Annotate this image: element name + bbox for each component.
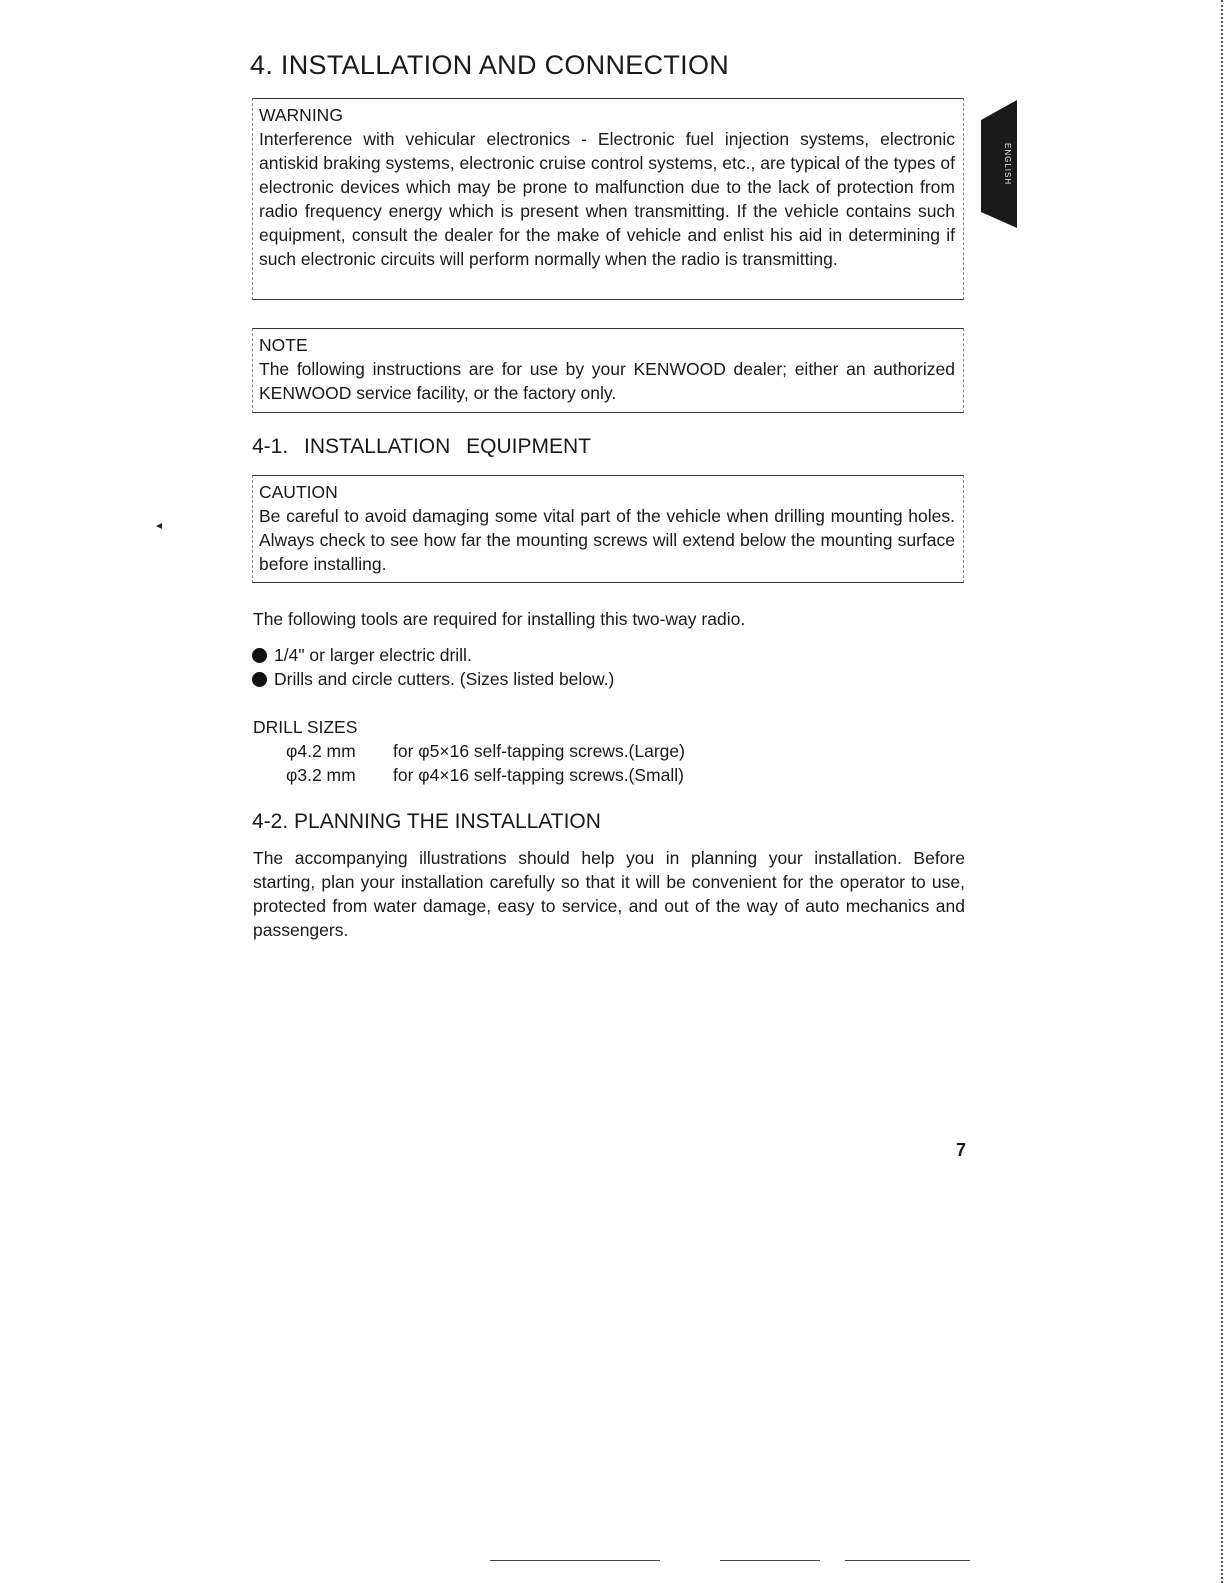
section-heading-installation-equipment: 4-1. INSTALLATION EQUIPMENT (252, 435, 591, 458)
warning-label: WARNING (259, 105, 343, 125)
note-text: The following instructions are for use by your KENWOOD dealer; either an authorized KENWOOD service facility, or the factory only. (259, 359, 955, 403)
caution-box (252, 475, 964, 583)
drill-size: φ3.2 mm (286, 765, 356, 785)
bullet-icon (252, 672, 267, 687)
drill-sizes-heading: DRILL SIZES (253, 717, 358, 737)
page-title: 4. INSTALLATION AND CONNECTION (250, 50, 730, 80)
note-label: NOTE (259, 335, 308, 355)
warning-text: Interference with vehicular electronics - Electronic fuel injection systems, electronic antiskid braking systems, electronic cruise control systems, etc., are typical of the types of electronic devices which may be prone to malfunction due to the lack of protection from radio frequency energy which is present when transmitting. If the vehicle contains such equipment, consult the dealer for the make of vehicle and enlist his aid in determining if such electronic circuits will perform normally when the radio is transmitting. (259, 129, 955, 269)
tools-list (252, 643, 614, 691)
caution-label: CAUTION (259, 482, 338, 502)
page-number: 7 (956, 1140, 967, 1160)
side-tab-label: ENGLISH (1003, 142, 1012, 186)
drill-sizes-table (286, 739, 685, 787)
table-row (286, 739, 685, 763)
tool-item-text: 1/4" or larger electric drill. (274, 645, 472, 665)
scan-edge-line (1221, 0, 1223, 1583)
table-row (286, 763, 685, 787)
drill-usage: for φ5×16 self-tapping screws.(Large) (393, 741, 685, 761)
scan-bottom-line (490, 1560, 660, 1561)
planning-text: The accompanying illustrations should help you in planning your installation. Before starting, plan your installation carefully so that it will be convenient for the operator to use, protected from water damage, easy to service, and out of the way of auto mechanics and passengers. (253, 848, 965, 940)
drill-usage: for φ4×16 self-tapping screws.(Small) (393, 765, 684, 785)
warning-box (252, 98, 964, 300)
tools-intro: The following tools are required for installing this two-way radio. (253, 609, 746, 629)
list-item (252, 643, 614, 667)
scan-bottom-line (845, 1560, 970, 1561)
caution-text: Be careful to avoid damaging some vital part of the vehicle when drilling mounting holes. Always check to see how far the mounting screws will extend below the mounting surface before installing. (259, 506, 955, 574)
drill-size: φ4.2 mm (286, 741, 356, 761)
bullet-icon (252, 648, 267, 663)
section-heading-planning: 4-2. PLANNING THE INSTALLATION (252, 810, 601, 833)
margin-arrow-mark (156, 523, 162, 529)
list-item (252, 667, 614, 691)
scan-bottom-line (720, 1560, 820, 1561)
tool-item-text: Drills and circle cutters. (Sizes listed below.) (274, 669, 615, 689)
note-box (252, 328, 964, 413)
